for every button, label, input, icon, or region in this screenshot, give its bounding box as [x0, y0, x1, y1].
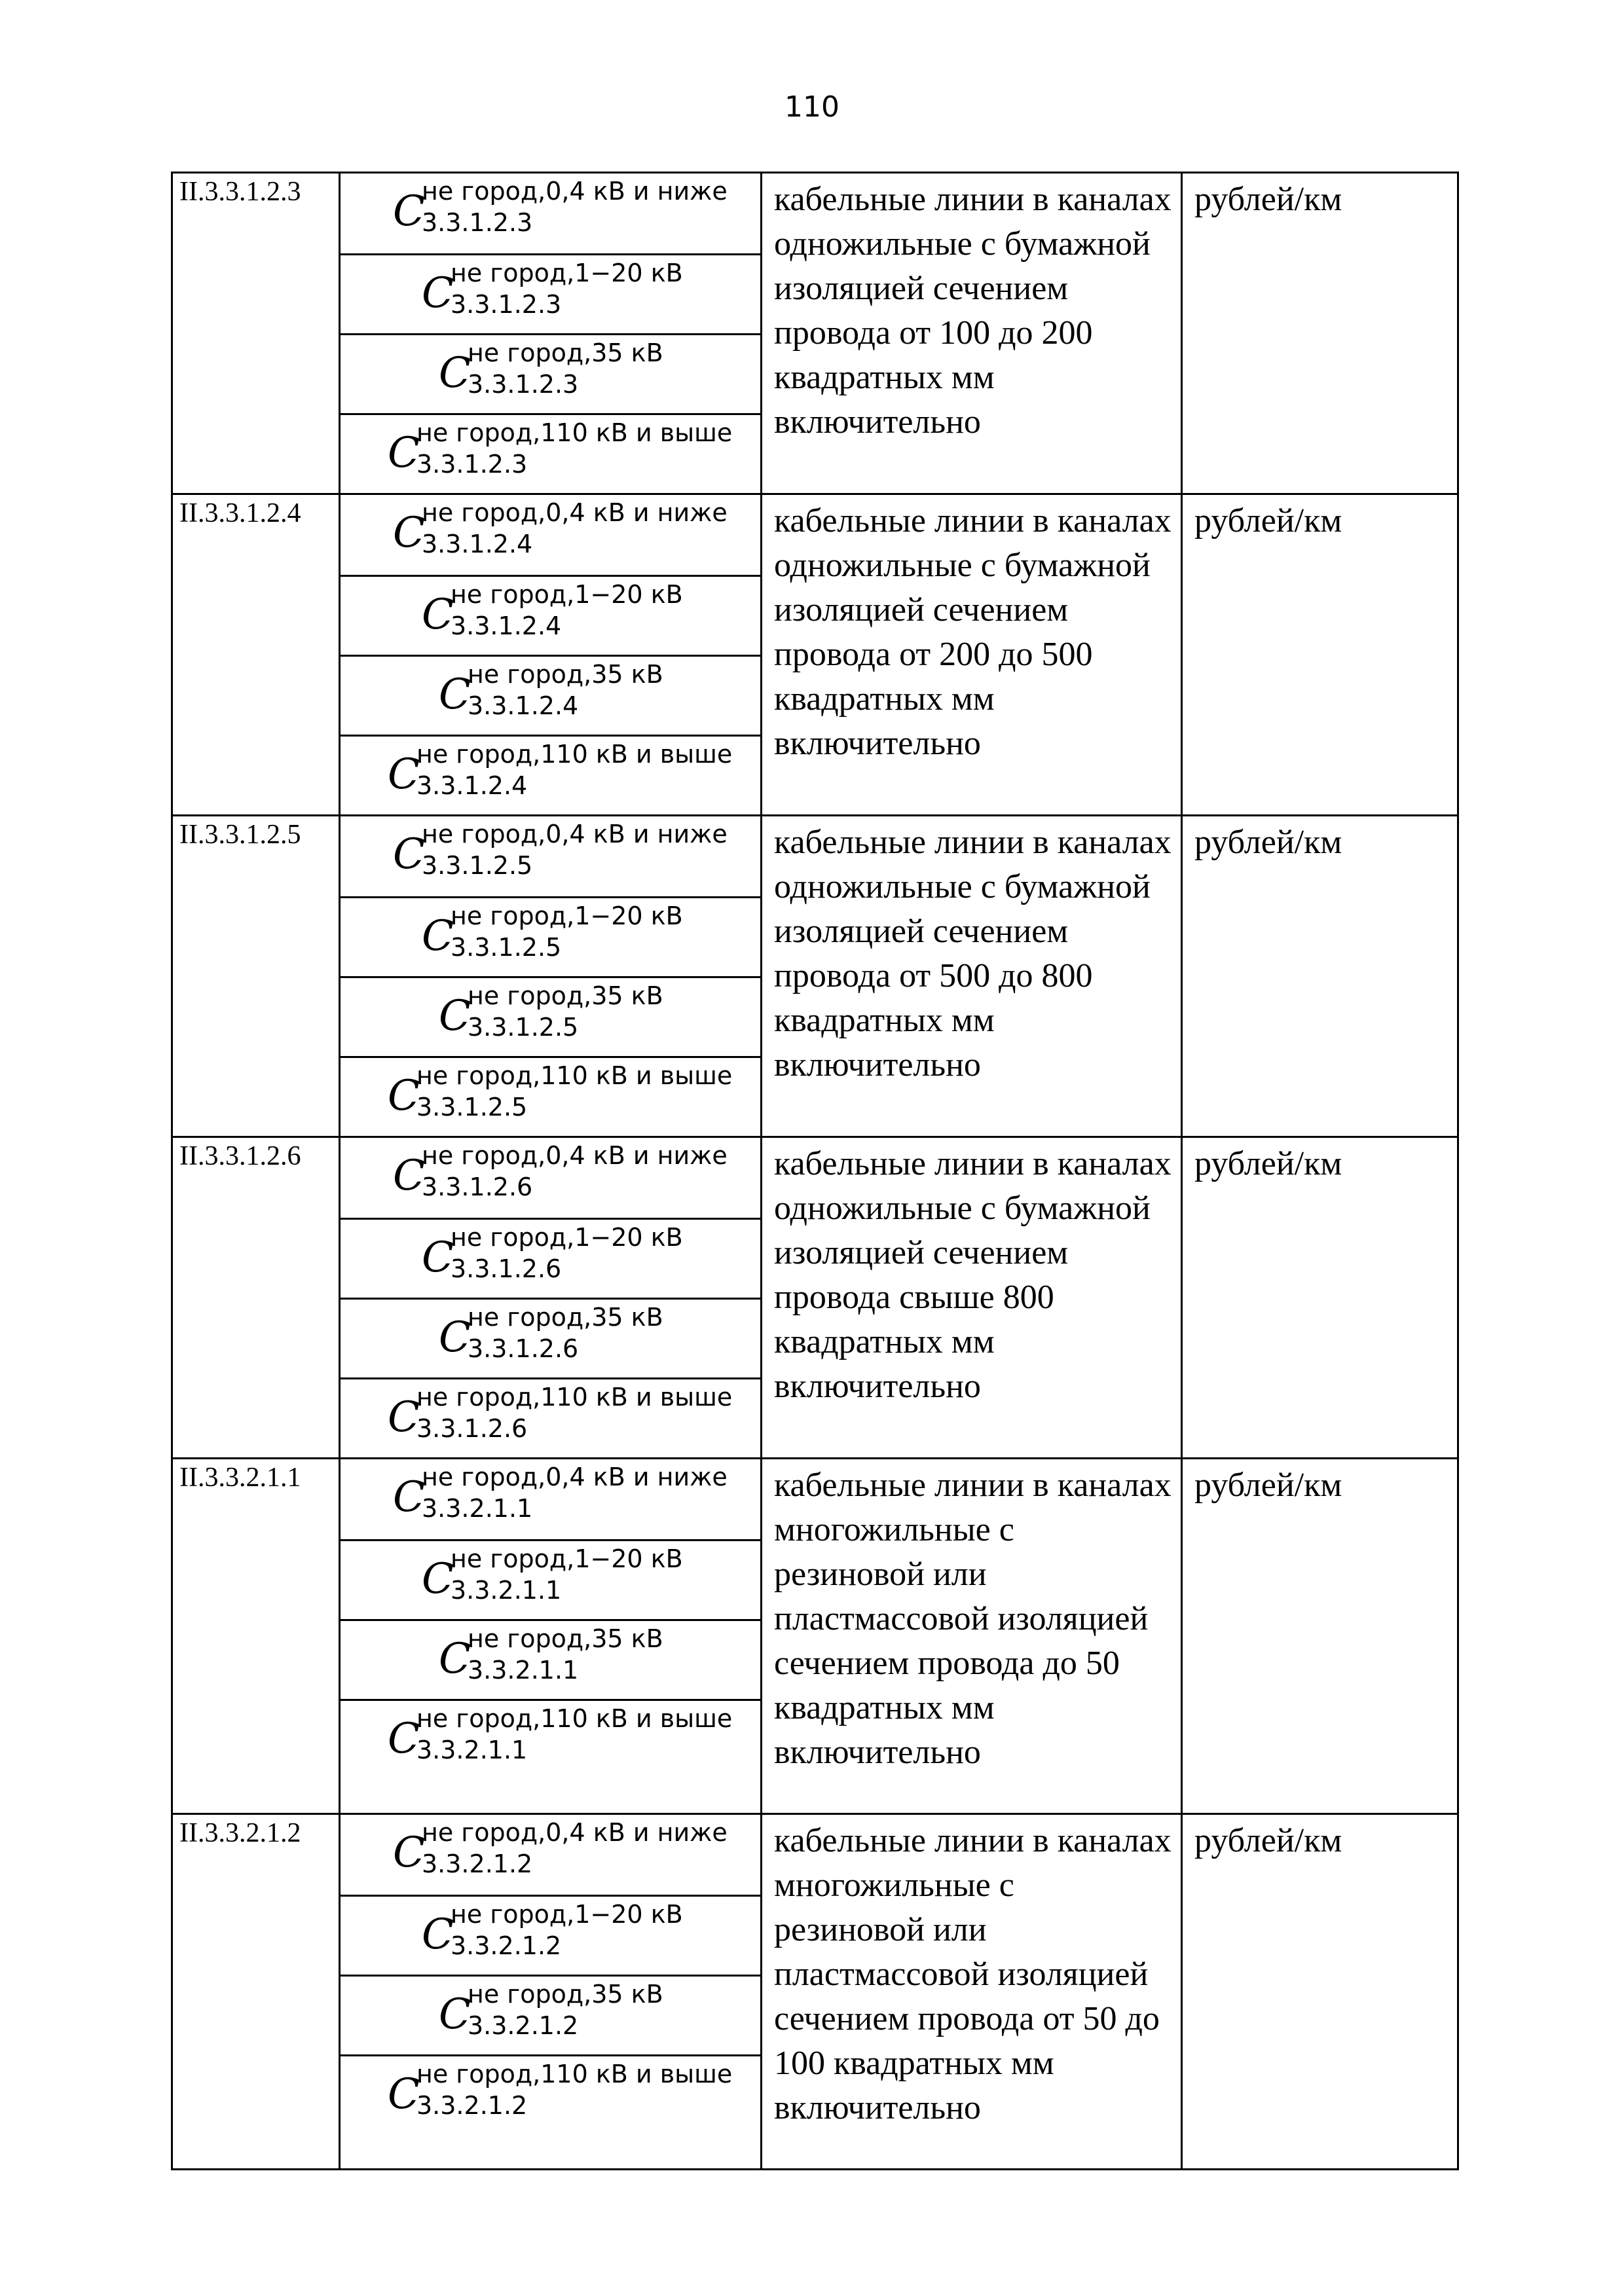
formula-subscript: 3.3.1.2.5 — [416, 1093, 528, 1121]
formula-subscript: 3.3.1.2.6 — [422, 1173, 533, 1201]
formula-subscript: 3.3.1.2.3 — [422, 208, 533, 237]
tariff-table — [171, 172, 1459, 2170]
formula-superscript: не город,35 кВ — [468, 1624, 663, 1653]
formula-subscript: 3.3.2.1.1 — [451, 1576, 562, 1605]
formula-symbol: C — [439, 349, 471, 397]
rate-formula-0-4kv — [341, 1138, 760, 1218]
formula-superscript: не город,0,4 кВ и ниже — [422, 1141, 728, 1170]
formula-subscript: 3.3.1.2.3 — [451, 290, 562, 319]
rate-formula-110kv — [341, 413, 760, 493]
formula-subscript: 3.3.1.2.3 — [468, 370, 579, 399]
formula-superscript: не город,110 кВ и выше — [416, 1061, 733, 1090]
formula-symbol: C — [388, 1072, 420, 1120]
rate-formula-110kv — [341, 2054, 760, 2134]
formula-symbol: C — [422, 1910, 454, 1959]
formula-superscript: не город,1−20 кВ — [451, 902, 683, 930]
table-row — [172, 173, 1458, 494]
row-unit: рублей/км — [1182, 816, 1458, 1137]
rate-formula-1-20kv — [341, 575, 760, 655]
formula-superscript: не город,110 кВ и выше — [416, 418, 733, 447]
formula-subscript: 3.3.1.2.5 — [422, 851, 533, 880]
table-row — [172, 494, 1458, 816]
row-code: II.3.3.2.1.2 — [172, 1814, 340, 2170]
rate-formula-110kv — [341, 1699, 760, 1779]
formula-superscript: не город,1−20 кВ — [451, 580, 683, 609]
formula-cell — [340, 1459, 762, 1814]
formula-subscript: 3.3.1.2.6 — [451, 1254, 562, 1283]
formula-symbol: C — [393, 187, 425, 236]
row-description: кабельные линии в каналах одножильные с бумажной изоляцией сечением провода свыше 800 квадратных мм включительно — [762, 1137, 1182, 1459]
row-description: кабельные линии в каналах многожильные с резиновой или пластмассовой изоляцией сечением провода до 50 квадратных мм включительно — [762, 1459, 1182, 1814]
rate-formula-35kv — [341, 1619, 760, 1699]
row-unit: рублей/км — [1182, 173, 1458, 494]
row-code: II.3.3.1.2.4 — [172, 494, 340, 816]
formula-symbol: C — [439, 1990, 471, 2039]
row-code: II.3.3.1.2.5 — [172, 816, 340, 1137]
formula-superscript: не город,0,4 кВ и ниже — [422, 498, 728, 527]
formula-subscript: 3.3.1.2.5 — [468, 1013, 579, 1042]
formula-symbol: C — [388, 1715, 420, 1763]
rate-formula-35kv — [341, 976, 760, 1056]
rate-formula-0-4kv — [341, 173, 760, 253]
formula-superscript: не город,35 кВ — [468, 981, 663, 1010]
formula-subscript: 3.3.2.1.1 — [422, 1494, 533, 1523]
formula-symbol: C — [388, 1393, 420, 1442]
formula-cell — [340, 494, 762, 816]
formula-subscript: 3.3.1.2.6 — [468, 1334, 579, 1363]
rate-formula-35kv — [341, 1975, 760, 2054]
formula-superscript: не город,1−20 кВ — [451, 259, 683, 287]
formula-subscript: 3.3.2.1.1 — [468, 1656, 579, 1685]
formula-symbol: C — [388, 2070, 420, 2119]
row-code: II.3.3.1.2.3 — [172, 173, 340, 494]
tariff-table-body — [172, 173, 1458, 2170]
formula-symbol: C — [393, 1152, 425, 1200]
row-description: кабельные линии в каналах одножильные с бумажной изоляцией сечением провода от 500 до 800 квадратных мм включительно — [762, 816, 1182, 1137]
formula-subscript: 3.3.1.2.5 — [451, 933, 562, 962]
formula-superscript: не город,1−20 кВ — [451, 1223, 683, 1252]
rate-formula-0-4kv — [341, 495, 760, 575]
formula-subscript: 3.3.2.1.2 — [416, 2091, 528, 2120]
formula-subscript: 3.3.2.1.2 — [468, 2011, 579, 2040]
formula-symbol: C — [422, 1233, 454, 1282]
formula-cell — [340, 1137, 762, 1459]
table-row — [172, 816, 1458, 1137]
formula-symbol: C — [439, 1313, 471, 1362]
formula-superscript: не город,0,4 кВ и ниже — [422, 1818, 728, 1847]
formula-subscript: 3.3.1.2.3 — [416, 450, 528, 479]
formula-symbol: C — [439, 992, 471, 1040]
formula-superscript: не город,35 кВ — [468, 1303, 663, 1332]
formula-subscript: 3.3.1.2.4 — [451, 611, 562, 640]
rate-formula-1-20kv — [341, 896, 760, 976]
formula-superscript: не город,1−20 кВ — [451, 1900, 683, 1929]
page-number: 110 — [784, 90, 840, 124]
formula-symbol: C — [422, 1555, 454, 1603]
formula-symbol: C — [422, 269, 454, 318]
formula-superscript: не город,0,4 кВ и ниже — [422, 177, 728, 206]
rate-formula-1-20kv — [341, 1895, 760, 1975]
formula-symbol: C — [388, 750, 420, 799]
formula-subscript: 3.3.1.2.4 — [422, 530, 533, 558]
formula-symbol: C — [393, 1473, 425, 1522]
formula-superscript: не город,110 кВ и выше — [416, 1383, 733, 1412]
formula-superscript: не город,110 кВ и выше — [416, 740, 733, 769]
row-code: II.3.3.2.1.1 — [172, 1459, 340, 1814]
row-description: кабельные линии в каналах одножильные с бумажной изоляцией сечением провода от 200 до 500 квадратных мм включительно — [762, 494, 1182, 816]
row-unit: рублей/км — [1182, 1814, 1458, 2170]
rate-formula-0-4kv — [341, 1459, 760, 1539]
formula-symbol: C — [439, 1635, 471, 1683]
formula-subscript: 3.3.1.2.4 — [416, 771, 528, 800]
rate-formula-110kv — [341, 1056, 760, 1136]
formula-cell — [340, 173, 762, 494]
rate-formula-110kv — [341, 735, 760, 814]
formula-superscript: не город,35 кВ — [468, 1980, 663, 2009]
formula-subscript: 3.3.2.1.2 — [451, 1931, 562, 1960]
formula-superscript: не город,110 кВ и выше — [416, 1704, 733, 1733]
formula-superscript: не город,35 кВ — [468, 660, 663, 689]
table-row — [172, 1459, 1458, 1814]
formula-subscript: 3.3.2.1.1 — [416, 1736, 528, 1764]
formula-symbol: C — [393, 509, 425, 557]
table-row — [172, 1814, 1458, 2170]
formula-symbol: C — [388, 429, 420, 477]
rate-formula-1-20kv — [341, 1218, 760, 1298]
formula-superscript: не город,0,4 кВ и ниже — [422, 1463, 728, 1491]
row-unit: рублей/км — [1182, 1137, 1458, 1459]
formula-symbol: C — [422, 912, 454, 960]
rate-formula-35kv — [341, 1298, 760, 1377]
formula-symbol: C — [439, 670, 471, 719]
rate-formula-0-4kv — [341, 816, 760, 896]
rate-formula-0-4kv — [341, 1815, 760, 1895]
table-row — [172, 1137, 1458, 1459]
formula-subscript: 3.3.1.2.4 — [468, 691, 579, 720]
rate-formula-1-20kv — [341, 253, 760, 333]
formula-superscript: не город,0,4 кВ и ниже — [422, 820, 728, 848]
row-description: кабельные линии в каналах многожильные с резиновой или пластмассовой изоляцией сечением провода от 50 до 100 квадратных мм включительно — [762, 1814, 1182, 2170]
formula-cell — [340, 1814, 762, 2170]
formula-superscript: не город,1−20 кВ — [451, 1544, 683, 1573]
row-unit: рублей/км — [1182, 1459, 1458, 1814]
formula-symbol: C — [393, 830, 425, 879]
rate-formula-110kv — [341, 1377, 760, 1457]
row-code: II.3.3.1.2.6 — [172, 1137, 340, 1459]
formula-superscript: не город,35 кВ — [468, 338, 663, 367]
formula-symbol: C — [393, 1829, 425, 1877]
row-unit: рублей/км — [1182, 494, 1458, 816]
formula-cell — [340, 816, 762, 1137]
formula-superscript: не город,110 кВ и выше — [416, 2060, 733, 2088]
formula-symbol: C — [422, 591, 454, 639]
rate-formula-35kv — [341, 333, 760, 413]
formula-subscript: 3.3.2.1.2 — [422, 1850, 533, 1878]
rate-formula-1-20kv — [341, 1539, 760, 1619]
formula-subscript: 3.3.1.2.6 — [416, 1414, 528, 1443]
row-description: кабельные линии в каналах одножильные с бумажной изоляцией сечением провода от 100 до 200 квадратных мм включительно — [762, 173, 1182, 494]
rate-formula-35kv — [341, 655, 760, 735]
